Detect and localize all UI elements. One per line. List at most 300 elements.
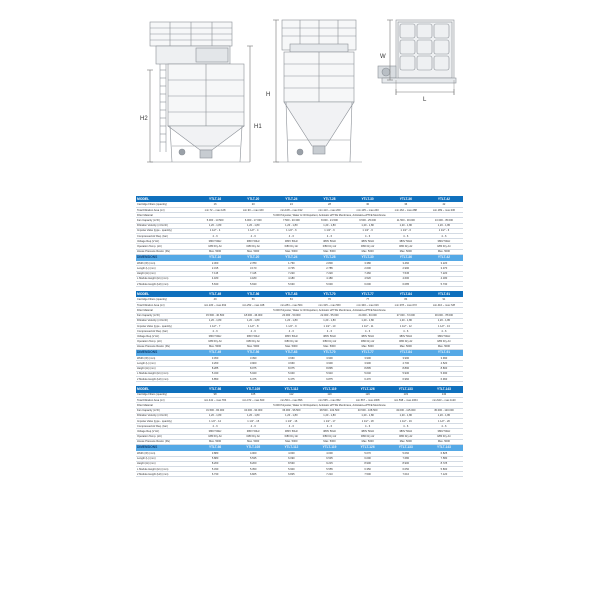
dimension-value: 6.350 bbox=[349, 466, 387, 471]
dimensions-label: DIMENSIONS bbox=[136, 444, 196, 450]
spec-value: 1 1/2" - 4 bbox=[196, 228, 234, 233]
spec-value: Max. 5000 bbox=[272, 344, 310, 349]
spec-value: 0/80 Dry Air bbox=[387, 434, 425, 439]
dimension-value: 3.900 bbox=[349, 356, 387, 361]
spec-value: min.315 ~ max.560 bbox=[310, 303, 348, 308]
spec-value: 1,20 - 1,80 bbox=[387, 223, 425, 228]
spec-value: 18.000 - 46.000 bbox=[234, 313, 272, 318]
spec-label: Filter Material bbox=[136, 308, 196, 313]
spec-value: min.598 ~ max.1064 bbox=[387, 398, 425, 403]
spec-value: min.90 ~ max.160 bbox=[234, 208, 272, 213]
model-name: YTLT-133 bbox=[387, 386, 425, 392]
spec-label: Filtration Velocity (m³/m²/h) bbox=[136, 223, 196, 228]
spec-table bbox=[136, 386, 463, 477]
spec-value: 1 1/2" - 16 bbox=[272, 419, 310, 424]
spec-label: Operation Temp. (oC) bbox=[136, 244, 196, 249]
spec-value: 380V 50Hz bbox=[310, 239, 348, 244]
dimension-value: 7.115 bbox=[234, 271, 272, 276]
spec-value: min.504 ~ max.896 bbox=[272, 398, 310, 403]
dimension-label: 2 Module Height (H2) (mm) bbox=[136, 472, 196, 477]
w-label: W bbox=[380, 54, 386, 60]
spec-value: 0/80 Dry Air bbox=[234, 244, 272, 249]
spec-label: Fan Capacity (m³/h) bbox=[136, 218, 196, 223]
dimension-value: 4.180 bbox=[234, 276, 272, 281]
dimension-value: 6.730 bbox=[196, 472, 234, 477]
spec-value: 4 - 6 bbox=[425, 234, 463, 239]
spec-value: 24.000 - 60.000 bbox=[349, 313, 387, 318]
spec-value: 0/80 Dry Air bbox=[196, 339, 234, 344]
spec-value: 24 bbox=[272, 202, 310, 207]
spec-value: 1,20 - 1,80 bbox=[272, 318, 310, 323]
dimension-value: 3.450 bbox=[196, 356, 234, 361]
spec-value: 380V 50Hz bbox=[425, 334, 463, 339]
spec-value: min.567 ~ max.1008 bbox=[349, 398, 387, 403]
spec-value: 380V 50Hz bbox=[196, 429, 234, 434]
dimensions-model-name: YTLT-49 bbox=[196, 349, 234, 355]
spec-value: 28 bbox=[310, 202, 348, 207]
dimension-value: 7.460 bbox=[349, 271, 387, 276]
dimension-value: 8.725 bbox=[425, 461, 463, 466]
spec-value: 119 bbox=[310, 393, 348, 398]
dimension-value: 3.900 bbox=[234, 361, 272, 366]
spec-value: 380V 50Hz bbox=[196, 334, 234, 339]
spec-value: Max. 5000 bbox=[310, 249, 348, 254]
technical-drawings bbox=[0, 0, 600, 192]
dimension-value: 2.315 bbox=[196, 266, 234, 271]
spec-value: 0/80 Dry Air bbox=[425, 434, 463, 439]
spec-value: 0/80 Dry Air bbox=[387, 244, 425, 249]
spec-value: Max. 5000 bbox=[196, 344, 234, 349]
spec-value: min.472 ~ max.840 bbox=[234, 398, 272, 403]
spec-value: 4 - 6 bbox=[310, 234, 348, 239]
dimension-value: 8.075 bbox=[234, 366, 272, 371]
spec-label: Fan Capacity (m³/h) bbox=[136, 408, 196, 413]
spec-value: 380V 50Hz bbox=[196, 239, 234, 244]
spec-span-value: 5.000 Polyester, Water & Oil Repellent, Antistatic ePTFE Membrane, Antistatic+ePTFE Membrane bbox=[196, 213, 463, 218]
spec-label: Voltage Req.(V Hz) bbox=[136, 334, 196, 339]
dimension-label: Length (L) (mm) bbox=[136, 266, 196, 271]
side-view-drawing bbox=[273, 20, 362, 162]
spec-value: 380V 50Hz bbox=[272, 334, 310, 339]
dimension-value: 5.350 bbox=[234, 466, 272, 471]
spec-value: 1,20 - 1,80 bbox=[234, 413, 272, 418]
dimension-value: 5.040 bbox=[234, 371, 272, 376]
spec-value: 380V 50Hz bbox=[234, 429, 272, 434]
spec-value: Max. 5000 bbox=[196, 439, 234, 444]
dimensions-model-name: YTLT-98 bbox=[196, 444, 234, 450]
spec-label: Fan Capacity (m³/h) bbox=[136, 313, 196, 318]
dimension-value: 6.960 bbox=[387, 377, 425, 382]
dimension-value: 3.990 bbox=[425, 356, 463, 361]
spec-value: 1 1/2" - 17 bbox=[310, 419, 348, 424]
spec-value: 63 bbox=[272, 297, 310, 302]
spec-value: 1,20 - 1,80 bbox=[234, 223, 272, 228]
spec-value: 0/80 Dry Air bbox=[425, 244, 463, 249]
spec-value: 0/80 Dry Air bbox=[349, 244, 387, 249]
spec-value: 4 - 6 bbox=[387, 234, 425, 239]
dimension-value: 5.630 bbox=[234, 281, 272, 286]
dimension-value: 4.520 bbox=[425, 361, 463, 366]
dimension-value: 4.000 bbox=[310, 451, 348, 456]
dimension-value: 3.880 bbox=[196, 451, 234, 456]
spec-label: Total Filtration Area (m²) bbox=[136, 398, 196, 403]
model-name: YTLT-36 bbox=[387, 196, 425, 202]
dimensions-model-name: YTLT-91 bbox=[425, 349, 463, 355]
spec-value: 4 - 6 bbox=[234, 424, 272, 429]
dimension-value: 4.000 bbox=[234, 451, 272, 456]
spec-value: Max. 5000 bbox=[310, 439, 348, 444]
spec-value: min.378 ~ max.672 bbox=[387, 303, 425, 308]
dimensions-model-name: YTLT-70 bbox=[310, 349, 348, 355]
spec-value: 4 - 6 bbox=[425, 424, 463, 429]
spec-value: 1,20 - 1,80 bbox=[425, 318, 463, 323]
dimensions-label: DIMENSIONS bbox=[136, 254, 196, 260]
dimension-value: 5.910 bbox=[310, 371, 348, 376]
spec-value: 49 bbox=[196, 297, 234, 302]
spec-value: 380V 50Hz bbox=[425, 429, 463, 434]
dimension-value: 5.730 bbox=[425, 281, 463, 286]
dimension-value: 8.285 bbox=[196, 366, 234, 371]
dimension-value: 6.875 bbox=[310, 377, 348, 382]
model-header-label: MODEL bbox=[136, 386, 196, 392]
spec-value: min.108 ~ max.192 bbox=[272, 208, 310, 213]
spec-value: 30 bbox=[349, 202, 387, 207]
spec-value: 380V 50Hz bbox=[349, 239, 387, 244]
spec-value: 38.500 - 102.500 bbox=[310, 408, 348, 413]
dimension-value: 1.760 bbox=[272, 261, 310, 266]
spec-label: House Pressure Resist. (Pa) bbox=[136, 249, 196, 254]
spec-value: 1 1/2" - 4 bbox=[234, 228, 272, 233]
dimension-label: Length (L) (mm) bbox=[136, 456, 196, 461]
dimension-value: 5.630 bbox=[310, 281, 348, 286]
spec-value: 380V 50Hz bbox=[349, 334, 387, 339]
dimension-value: 5.930 bbox=[425, 371, 463, 376]
spec-value: 4 - 6 bbox=[349, 424, 387, 429]
dimension-value: 8.890 bbox=[387, 366, 425, 371]
dimension-value: 4.600 bbox=[387, 276, 425, 281]
model-header-label: MODEL bbox=[136, 291, 196, 297]
spec-value: Max. 5000 bbox=[349, 439, 387, 444]
spec-value: 8.000 - 21.500 bbox=[310, 218, 348, 223]
spec-value: Max. 5000 bbox=[425, 344, 463, 349]
model-name: YTLT-98 bbox=[196, 386, 234, 392]
spec-value: 0/80 Dry Air bbox=[310, 244, 348, 249]
spec-value: Max. 5000 bbox=[387, 249, 425, 254]
spec-value: 1 1/2" - 6 bbox=[425, 228, 463, 233]
model-name: YTLT-49 bbox=[196, 291, 234, 297]
spec-value: 380V 50Hz bbox=[425, 239, 463, 244]
spec-value: 4 - 6 bbox=[425, 329, 463, 334]
spec-value: Max. 5000 bbox=[387, 344, 425, 349]
spec-value: 1 1/2" - 13 bbox=[425, 323, 463, 328]
dimensions-model-name: YTLT-20 bbox=[234, 254, 272, 260]
dimension-value: 9.215 bbox=[310, 461, 348, 466]
spec-value: 1 1/2" - 6 bbox=[387, 228, 425, 233]
spec-value: 4 - 6 bbox=[272, 234, 310, 239]
spec-value: 0/80 Dry Air bbox=[310, 434, 348, 439]
model-name: YTLT-20 bbox=[234, 196, 272, 202]
spec-span-value: 5.000 Polyester, Water & Oil Repellent, Antistatic ePTFE Membrane, Antistatic+ePTFE Membrane bbox=[196, 403, 463, 408]
spec-label: Compressed Air Req. (bar) bbox=[136, 234, 196, 239]
dimension-value: 4.520 bbox=[349, 276, 387, 281]
spec-value: 4 - 6 bbox=[196, 329, 234, 334]
spec-value: 15.500 - 40.500 bbox=[196, 313, 234, 318]
spec-label: House Pressure Resist. (Pa) bbox=[136, 344, 196, 349]
dimension-value: 5.930 bbox=[387, 371, 425, 376]
spec-value: 43.000 - 115.000 bbox=[387, 408, 425, 413]
spec-label: Voltage Req.(V Hz) bbox=[136, 429, 196, 434]
spec-value: 1 1/2" - 8 bbox=[234, 323, 272, 328]
spec-value: Max. 5000 bbox=[234, 249, 272, 254]
spec-value: 1 1/2" - 18 bbox=[349, 419, 387, 424]
dimension-value: 4.700 bbox=[387, 361, 425, 366]
dimensions-label: DIMENSIONS bbox=[136, 349, 196, 355]
dimensions-model-name: YTLT-56 bbox=[234, 349, 272, 355]
dimension-value: 6.470 bbox=[349, 377, 387, 382]
dimension-value: 4.180 bbox=[425, 276, 463, 281]
dimension-value: 5.800 bbox=[425, 466, 463, 471]
spec-value: 1,20 - 1,80 bbox=[196, 413, 234, 418]
spec-label: Filtration Velocity (m³/m²/h) bbox=[136, 318, 196, 323]
dimension-value: 8.900 bbox=[387, 461, 425, 466]
model-header-label: MODEL bbox=[136, 196, 196, 202]
spec-value: 105 bbox=[234, 393, 272, 398]
dimensions-model-name: YTLT-24 bbox=[272, 254, 310, 260]
spec-value: 1 1/2" - 6 bbox=[310, 228, 348, 233]
dimension-value: 6.825 bbox=[425, 451, 463, 456]
spec-label: Filtration Velocity (m³/m²/h) bbox=[136, 413, 196, 418]
spec-value: 27.000 - 72.000 bbox=[387, 313, 425, 318]
spec-value: min.535 ~ max.952 bbox=[310, 398, 348, 403]
dimension-label: 2 Module Height (H2) (mm) bbox=[136, 377, 196, 382]
model-name: YTLT-126 bbox=[349, 386, 387, 392]
dimension-value: 5.535 bbox=[234, 456, 272, 461]
spec-value: min.189 ~ max.336 bbox=[425, 208, 463, 213]
spec-table bbox=[136, 291, 463, 382]
dimension-value: 7.115 bbox=[196, 271, 234, 276]
dimensions-model-name: YTLT-16 bbox=[196, 254, 234, 260]
dimension-value: 8.530 bbox=[272, 461, 310, 466]
spec-value: 0/80 Dry Air bbox=[196, 434, 234, 439]
spec-value: 1,20 - 1,80 bbox=[425, 413, 463, 418]
spec-label: Compressed Air Req. (bar) bbox=[136, 329, 196, 334]
dimension-row bbox=[136, 281, 463, 286]
dimension-value: 3.260 bbox=[196, 361, 234, 366]
spec-value: 1 1/2" - 12 bbox=[387, 323, 425, 328]
spec-value: 1 1/2" - 11 bbox=[349, 323, 387, 328]
spec-value: 380V 50Hz bbox=[310, 429, 348, 434]
spec-value: 1 1/2" - 7 bbox=[196, 323, 234, 328]
dimension-value: 7.680 bbox=[387, 456, 425, 461]
spec-label: Cartridge Filters (quantity) bbox=[136, 202, 196, 207]
dimension-value: 3.745 bbox=[272, 266, 310, 271]
spec-value: 0/80 Dry Air bbox=[196, 244, 234, 249]
spec-value: 1 1/2" - 6 bbox=[349, 228, 387, 233]
model-name: YTLT-112 bbox=[272, 386, 310, 392]
spec-value: 1,20 - 1,80 bbox=[272, 413, 310, 418]
h1-label: H1 bbox=[254, 124, 262, 130]
spec-value: 70 bbox=[310, 297, 348, 302]
dimension-value: 6.825 bbox=[272, 472, 310, 477]
dimension-label: Height (H) (mm) bbox=[136, 366, 196, 371]
front-view-drawing bbox=[147, 22, 253, 162]
spec-label: Compressed Air Req. (bar) bbox=[136, 424, 196, 429]
spec-value: 4 - 6 bbox=[272, 329, 310, 334]
dimension-value: 8.800 bbox=[425, 366, 463, 371]
spec-label: Cartridge Filters (quantity) bbox=[136, 297, 196, 302]
spec-value: Max. 5000 bbox=[272, 439, 310, 444]
model-name: YTLT-56 bbox=[234, 291, 272, 297]
dimension-label: Width (W) (mm) bbox=[136, 261, 196, 266]
spec-value: 1,20 - 1,80 bbox=[310, 413, 348, 418]
spec-value: 1,20 - 1,80 bbox=[196, 318, 234, 323]
spec-value: 0/80 Dry Air bbox=[272, 434, 310, 439]
spec-label: Impulse Valve (type - quantity) bbox=[136, 419, 196, 424]
dimensions-model-name: YTLT-30 bbox=[349, 254, 387, 260]
dimension-value: 8.200 bbox=[234, 461, 272, 466]
spec-value: 20.000 - 50.000 bbox=[272, 313, 310, 318]
spec-label: House Pressure Resist. (Pa) bbox=[136, 439, 196, 444]
spec-label: Impulse Valve (type - quantity) bbox=[136, 228, 196, 233]
dimension-label: L Module Height (H1) (mm) bbox=[136, 276, 196, 281]
spec-value: 126 bbox=[349, 393, 387, 398]
dimension-value: 2.300 bbox=[196, 261, 234, 266]
dimension-value: 2.600 bbox=[349, 266, 387, 271]
dimensions-model-name: YTLT-112 bbox=[272, 444, 310, 450]
spec-value: min.113 ~ max.200 bbox=[310, 208, 348, 213]
dimension-value: 8.075 bbox=[272, 366, 310, 371]
spec-value: 42 bbox=[425, 202, 463, 207]
spec-value: Max. 5000 bbox=[387, 439, 425, 444]
h2-label: H2 bbox=[140, 116, 148, 122]
spec-value: 1 1/2" - 20 bbox=[425, 419, 463, 424]
dimension-value: 7.220 bbox=[310, 271, 348, 276]
model-name: YTLT-16 bbox=[196, 196, 234, 202]
spec-label: Cartridge Filters (quantity) bbox=[136, 393, 196, 398]
spec-value: 5.000 - 13.500 bbox=[196, 218, 234, 223]
spec-value: 40.500 - 108.500 bbox=[349, 408, 387, 413]
spec-value: 56 bbox=[234, 297, 272, 302]
spec-value: 1,20 - 1,80 bbox=[196, 223, 234, 228]
dimension-value: 7.010 bbox=[387, 472, 425, 477]
spec-value: 77 bbox=[349, 297, 387, 302]
spec-value: 380V 50Hz bbox=[272, 239, 310, 244]
spec-label: Impulse Valve (type - quantity) bbox=[136, 323, 196, 328]
h-label: H bbox=[266, 92, 271, 98]
dimension-value: 3.660 bbox=[272, 356, 310, 361]
spec-value: 1 1/2" - 9 bbox=[272, 323, 310, 328]
spec-value: 0/80 Dry Air bbox=[349, 339, 387, 344]
spec-value: min.284 ~ max.504 bbox=[272, 303, 310, 308]
spec-value: 112 bbox=[272, 393, 310, 398]
dimension-label: Width (W) (mm) bbox=[136, 451, 196, 456]
dimension-value: 5.070 bbox=[349, 451, 387, 456]
spec-value: 91 bbox=[425, 297, 463, 302]
dimension-value: 6.850 bbox=[196, 377, 234, 382]
model-name: YTLT-24 bbox=[272, 196, 310, 202]
dimension-value: 3.170 bbox=[234, 266, 272, 271]
spec-value: 4 - 6 bbox=[196, 234, 234, 239]
model-name: YTLT-84 bbox=[387, 291, 425, 297]
spec-value: 1,20 - 1,80 bbox=[387, 318, 425, 323]
dimension-value: 5.040 bbox=[272, 371, 310, 376]
spec-table bbox=[136, 196, 463, 287]
dimension-label: L Module Height (H1) (mm) bbox=[136, 371, 196, 376]
dimension-label: L Module Height (H1) (mm) bbox=[136, 466, 196, 471]
spec-value: 380V 50Hz bbox=[349, 429, 387, 434]
spec-value: 0/80 Dry Air bbox=[387, 339, 425, 344]
dimension-value: 5.330 bbox=[196, 466, 234, 471]
dimension-value: 3.390 bbox=[234, 356, 272, 361]
dimension-label: 2 Module Height (H2) (mm) bbox=[136, 281, 196, 286]
spec-value: 380V 50Hz bbox=[387, 429, 425, 434]
dimension-row bbox=[136, 377, 463, 382]
spec-value: 4 - 6 bbox=[234, 329, 272, 334]
specification-tables bbox=[136, 196, 463, 477]
dimension-value: 2.780 bbox=[234, 261, 272, 266]
spec-label: Voltage Req.(V Hz) bbox=[136, 239, 196, 244]
spec-value: min.252 ~ max.448 bbox=[234, 303, 272, 308]
dimension-value: 3.900 bbox=[310, 361, 348, 366]
dimension-value: 6.535 bbox=[310, 456, 348, 461]
spec-value: 30.000 - 78.000 bbox=[425, 313, 463, 318]
spec-value: Max. 5000 bbox=[349, 249, 387, 254]
dimensions-model-name: YTLT-126 bbox=[349, 444, 387, 450]
spec-value: min.441 ~ max.784 bbox=[196, 398, 234, 403]
dimension-value: 2.990 bbox=[387, 266, 425, 271]
spec-value: 1,20 - 1,80 bbox=[234, 318, 272, 323]
dimension-value: 5.880 bbox=[196, 456, 234, 461]
model-name: YTLT-28 bbox=[310, 196, 348, 202]
spec-label: Operation Temp. (oC) bbox=[136, 339, 196, 344]
dimension-value: 3.990 bbox=[387, 356, 425, 361]
dimension-value: 6.050 bbox=[387, 466, 425, 471]
spec-value: 143 bbox=[425, 393, 463, 398]
spec-value: 4 - 6 bbox=[196, 424, 234, 429]
dimensions-model-name: YTLT-105 bbox=[234, 444, 272, 450]
model-name: YTLT-70 bbox=[310, 291, 348, 297]
spec-value: 45.000 - 120.000 bbox=[425, 408, 463, 413]
spec-value: 1,20 - 1,80 bbox=[272, 223, 310, 228]
spec-value: 4 - 6 bbox=[349, 329, 387, 334]
spec-value: min.410 ~ max.728 bbox=[425, 303, 463, 308]
spec-value: 1 1/2" - 14 bbox=[196, 419, 234, 424]
spec-value: 11.500 - 30.000 bbox=[387, 218, 425, 223]
spec-value: 7.500 - 20.300 bbox=[272, 218, 310, 223]
dimension-value: 6.475 bbox=[234, 377, 272, 382]
model-name: YTLT-91 bbox=[425, 291, 463, 297]
spec-value: 98 bbox=[196, 393, 234, 398]
dimension-value: 6.825 bbox=[234, 472, 272, 477]
spec-value: 0/80 Dry Air bbox=[272, 244, 310, 249]
spec-value: min.346 ~ max.616 bbox=[349, 303, 387, 308]
dimension-value: 7.220 bbox=[272, 271, 310, 276]
spec-value: Max. 5000 bbox=[234, 344, 272, 349]
dimension-value: 3.220 bbox=[425, 261, 463, 266]
spec-label: Operation Temp. (oC) bbox=[136, 434, 196, 439]
model-name: YTLT-105 bbox=[234, 386, 272, 392]
spec-value: 0/80 Dry Air bbox=[425, 339, 463, 344]
dimension-value: 5.340 bbox=[196, 371, 234, 376]
dimension-value: 7.580 bbox=[425, 456, 463, 461]
spec-value: 380V 50Hz bbox=[387, 239, 425, 244]
dimension-value: 5.900 bbox=[272, 466, 310, 471]
dimensions-model-name: YTLT-28 bbox=[310, 254, 348, 260]
spec-value: 1,20 - 1,80 bbox=[310, 318, 348, 323]
dimension-label: Length (L) (mm) bbox=[136, 361, 196, 366]
dimension-value: 3.370 bbox=[425, 266, 463, 271]
dimension-value: 8.200 bbox=[196, 461, 234, 466]
